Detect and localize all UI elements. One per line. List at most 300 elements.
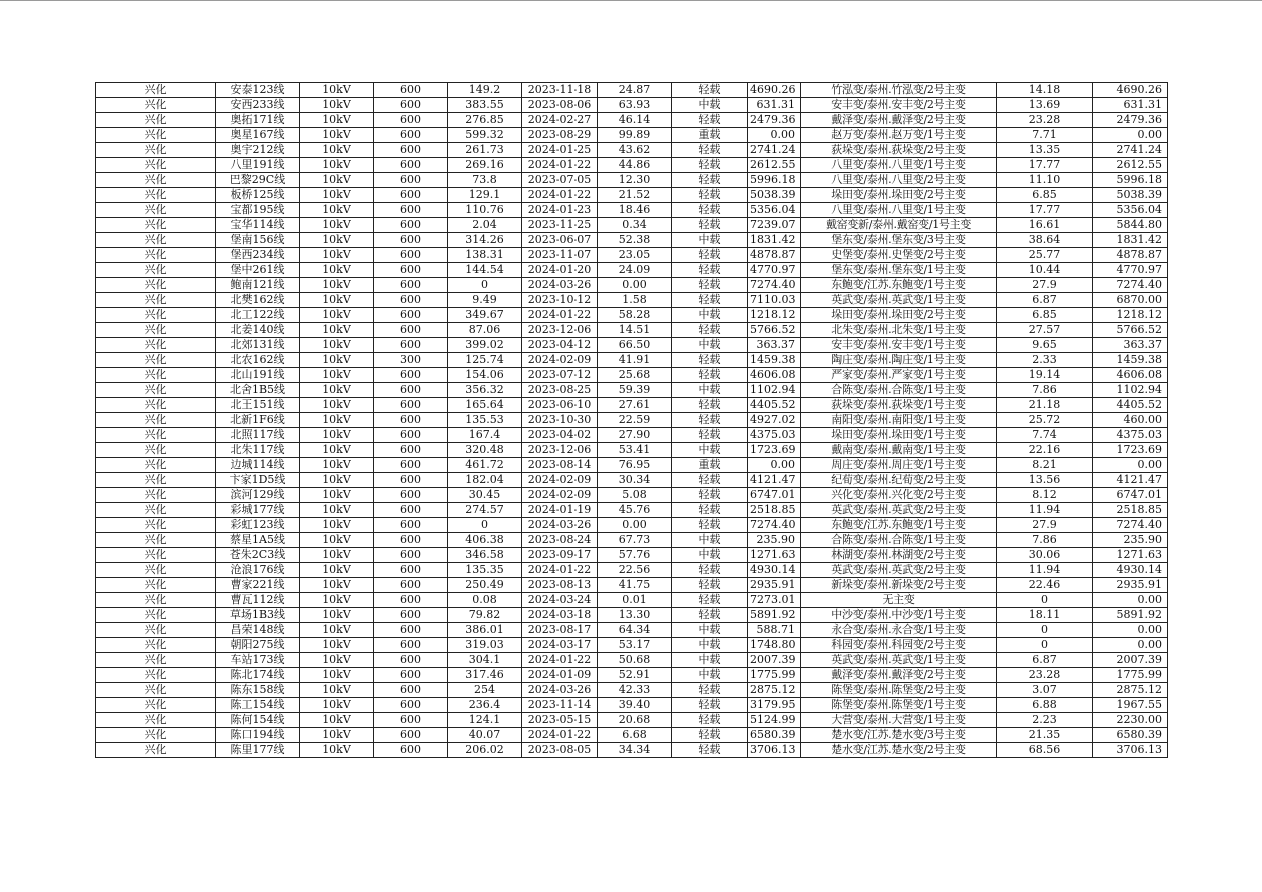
line-name-cell: 北照117线 xyxy=(216,428,300,443)
capacity-cell: 600 xyxy=(374,188,448,203)
line-name-cell: 北工122线 xyxy=(216,308,300,323)
transformer-load-cell: 22.46 xyxy=(997,578,1093,593)
transformer-load-cell: 6.85 xyxy=(997,188,1093,203)
load-rate-cell: 27.90 xyxy=(598,428,672,443)
load-status-cell: 轻载 xyxy=(672,503,748,518)
capacity-cell: 600 xyxy=(374,308,448,323)
table-row xyxy=(96,683,1168,698)
date-cell: 2024-03-26 xyxy=(522,683,598,698)
load-status-cell: 中载 xyxy=(672,623,748,638)
load-status-cell: 轻载 xyxy=(672,593,748,608)
line-name-cell: 板桥125线 xyxy=(216,188,300,203)
capacity-cell: 600 xyxy=(374,173,448,188)
load-status-cell: 轻载 xyxy=(672,353,748,368)
load-cell: 30.45 xyxy=(448,488,522,503)
load-rate-cell: 12.30 xyxy=(598,173,672,188)
capacity-cell: 600 xyxy=(374,413,448,428)
load-cell: 135.35 xyxy=(448,563,522,578)
load-status-cell: 轻载 xyxy=(672,473,748,488)
load-rate-cell: 25.68 xyxy=(598,368,672,383)
load-status-cell: 轻载 xyxy=(672,293,748,308)
line-name-cell: 陈东158线 xyxy=(216,683,300,698)
transformer-cell: 南阳变/泰州.南阳变/1号主变 xyxy=(801,413,997,428)
load-status-cell: 轻载 xyxy=(672,578,748,593)
open-capacity-cell: 4878.87 xyxy=(1093,248,1168,263)
open-capacity-cell: 631.31 xyxy=(1093,98,1168,113)
load-cell: 346.58 xyxy=(448,548,522,563)
transformer-load-cell: 2.33 xyxy=(997,353,1093,368)
load-status-cell: 轻载 xyxy=(672,218,748,233)
date-cell: 2024-02-09 xyxy=(522,473,598,488)
load-rate-cell: 50.68 xyxy=(598,653,672,668)
region-cell: 兴化 xyxy=(96,263,216,278)
region-cell: 兴化 xyxy=(96,458,216,473)
line-name-cell: 曹家221线 xyxy=(216,578,300,593)
available-capacity-cell: 4927.02 xyxy=(748,413,801,428)
transformer-load-cell: 8.21 xyxy=(997,458,1093,473)
load-status-cell: 轻载 xyxy=(672,278,748,293)
load-rate-cell: 23.05 xyxy=(598,248,672,263)
load-rate-cell: 58.28 xyxy=(598,308,672,323)
region-cell: 兴化 xyxy=(96,83,216,98)
table-row xyxy=(96,728,1168,743)
load-rate-cell: 52.38 xyxy=(598,233,672,248)
capacity-cell: 600 xyxy=(374,563,448,578)
available-capacity-cell: 7273.01 xyxy=(748,593,801,608)
transformer-cell: 戴南变/泰州.戴南变/1号主变 xyxy=(801,443,997,458)
region-cell: 兴化 xyxy=(96,323,216,338)
voltage-cell: 10kV xyxy=(300,653,374,668)
voltage-cell: 10kV xyxy=(300,428,374,443)
load-status-cell: 轻载 xyxy=(672,518,748,533)
date-cell: 2024-02-09 xyxy=(522,488,598,503)
voltage-cell: 10kV xyxy=(300,278,374,293)
load-status-cell: 轻载 xyxy=(672,113,748,128)
transformer-cell: 英武变/泰州.英武变/2号主变 xyxy=(801,503,997,518)
capacity-cell: 600 xyxy=(374,653,448,668)
line-name-cell: 北农162线 xyxy=(216,353,300,368)
load-status-cell: 中载 xyxy=(672,233,748,248)
available-capacity-cell: 2741.24 xyxy=(748,143,801,158)
load-rate-cell: 44.86 xyxy=(598,158,672,173)
available-capacity-cell: 5891.92 xyxy=(748,608,801,623)
table-row xyxy=(96,248,1168,263)
region-cell: 兴化 xyxy=(96,353,216,368)
date-cell: 2023-08-25 xyxy=(522,383,598,398)
load-cell: 236.4 xyxy=(448,698,522,713)
open-capacity-cell: 5356.04 xyxy=(1093,203,1168,218)
load-cell: 9.49 xyxy=(448,293,522,308)
transformer-cell: 英武变/泰州.英武变/2号主变 xyxy=(801,563,997,578)
region-cell: 兴化 xyxy=(96,593,216,608)
load-cell: 138.31 xyxy=(448,248,522,263)
load-status-cell: 轻载 xyxy=(672,368,748,383)
date-cell: 2023-08-17 xyxy=(522,623,598,638)
region-cell: 兴化 xyxy=(96,398,216,413)
open-capacity-cell: 1218.12 xyxy=(1093,308,1168,323)
transformer-cell: 垛田变/泰州.垛田变/1号主变 xyxy=(801,428,997,443)
load-cell: 129.1 xyxy=(448,188,522,203)
voltage-cell: 10kV xyxy=(300,413,374,428)
available-capacity-cell: 4878.87 xyxy=(748,248,801,263)
voltage-cell: 10kV xyxy=(300,443,374,458)
load-rate-cell: 53.41 xyxy=(598,443,672,458)
transformer-load-cell: 2.23 xyxy=(997,713,1093,728)
available-capacity-cell: 5356.04 xyxy=(748,203,801,218)
available-capacity-cell: 363.37 xyxy=(748,338,801,353)
load-status-cell: 轻载 xyxy=(672,743,748,758)
table-row xyxy=(96,473,1168,488)
open-capacity-cell: 7274.40 xyxy=(1093,278,1168,293)
transformer-cell: 垛田变/泰州.垛田变/2号主变 xyxy=(801,188,997,203)
line-name-cell: 蔡星1A5线 xyxy=(216,533,300,548)
date-cell: 2023-11-18 xyxy=(522,83,598,98)
date-cell: 2024-01-22 xyxy=(522,188,598,203)
voltage-cell: 10kV xyxy=(300,188,374,203)
date-cell: 2024-01-22 xyxy=(522,728,598,743)
capacity-cell: 600 xyxy=(374,473,448,488)
transformer-cell: 堡东变/泰州.堡东变/3号主变 xyxy=(801,233,997,248)
capacity-cell: 600 xyxy=(374,533,448,548)
load-status-cell: 中载 xyxy=(672,638,748,653)
voltage-cell: 10kV xyxy=(300,608,374,623)
open-capacity-cell: 2741.24 xyxy=(1093,143,1168,158)
line-name-cell: 车站173线 xyxy=(216,653,300,668)
load-rate-cell: 76.95 xyxy=(598,458,672,473)
transformer-cell: 楚水变/江苏.楚水变/2号主变 xyxy=(801,743,997,758)
voltage-cell: 10kV xyxy=(300,173,374,188)
region-cell: 兴化 xyxy=(96,533,216,548)
load-cell: 154.06 xyxy=(448,368,522,383)
capacity-cell: 600 xyxy=(374,623,448,638)
available-capacity-cell: 4121.47 xyxy=(748,473,801,488)
capacity-cell: 600 xyxy=(374,713,448,728)
line-name-cell: 陈北174线 xyxy=(216,668,300,683)
load-status-cell: 中载 xyxy=(672,668,748,683)
date-cell: 2023-10-12 xyxy=(522,293,598,308)
region-cell: 兴化 xyxy=(96,293,216,308)
transformer-load-cell: 14.18 xyxy=(997,83,1093,98)
load-cell: 149.2 xyxy=(448,83,522,98)
load-cell: 0 xyxy=(448,518,522,533)
line-name-cell: 北郊131线 xyxy=(216,338,300,353)
line-name-cell: 北新1F6线 xyxy=(216,413,300,428)
transformer-cell: 垛田变/泰州.垛田变/2号主变 xyxy=(801,308,997,323)
table-row xyxy=(96,188,1168,203)
date-cell: 2023-08-14 xyxy=(522,458,598,473)
load-cell: 320.48 xyxy=(448,443,522,458)
capacity-cell: 600 xyxy=(374,683,448,698)
load-status-cell: 轻载 xyxy=(672,683,748,698)
load-rate-cell: 20.68 xyxy=(598,713,672,728)
load-cell: 165.64 xyxy=(448,398,522,413)
voltage-cell: 10kV xyxy=(300,473,374,488)
load-cell: 73.8 xyxy=(448,173,522,188)
load-cell: 317.46 xyxy=(448,668,522,683)
capacity-cell: 600 xyxy=(374,608,448,623)
date-cell: 2023-11-14 xyxy=(522,698,598,713)
load-cell: 0 xyxy=(448,278,522,293)
region-cell: 兴化 xyxy=(96,338,216,353)
load-status-cell: 中载 xyxy=(672,548,748,563)
table-row xyxy=(96,743,1168,758)
load-cell: 599.32 xyxy=(448,128,522,143)
transformer-cell: 荻垛变/泰州.荻垛变/2号主变 xyxy=(801,143,997,158)
voltage-cell: 10kV xyxy=(300,263,374,278)
voltage-cell: 10kV xyxy=(300,98,374,113)
open-capacity-cell: 4121.47 xyxy=(1093,473,1168,488)
available-capacity-cell: 4930.14 xyxy=(748,563,801,578)
line-name-cell: 巴黎29C线 xyxy=(216,173,300,188)
load-rate-cell: 46.14 xyxy=(598,113,672,128)
table-row xyxy=(96,353,1168,368)
table-row xyxy=(96,278,1168,293)
load-status-cell: 中载 xyxy=(672,443,748,458)
line-name-cell: 宝都195线 xyxy=(216,203,300,218)
transformer-cell: 史堡变/泰州.史堡变/2号主变 xyxy=(801,248,997,263)
date-cell: 2023-07-12 xyxy=(522,368,598,383)
load-status-cell: 轻载 xyxy=(672,158,748,173)
capacity-cell: 600 xyxy=(374,323,448,338)
table-row xyxy=(96,368,1168,383)
open-capacity-cell: 1723.69 xyxy=(1093,443,1168,458)
open-capacity-cell: 1271.63 xyxy=(1093,548,1168,563)
date-cell: 2023-06-10 xyxy=(522,398,598,413)
line-name-cell: 曹瓦112线 xyxy=(216,593,300,608)
transformer-cell: 东鲍变/江苏.东鲍变/1号主变 xyxy=(801,518,997,533)
date-cell: 2024-01-09 xyxy=(522,668,598,683)
capacity-cell: 600 xyxy=(374,83,448,98)
line-name-cell: 北舍1B5线 xyxy=(216,383,300,398)
date-cell: 2024-02-09 xyxy=(522,353,598,368)
available-capacity-cell: 0.00 xyxy=(748,128,801,143)
load-status-cell: 轻载 xyxy=(672,203,748,218)
voltage-cell: 10kV xyxy=(300,383,374,398)
transformer-cell: 大营变/泰州.大营变/1号主变 xyxy=(801,713,997,728)
transformer-load-cell: 21.18 xyxy=(997,398,1093,413)
capacity-cell: 600 xyxy=(374,593,448,608)
load-cell: 261.73 xyxy=(448,143,522,158)
voltage-cell: 10kV xyxy=(300,518,374,533)
line-name-cell: 彩城177线 xyxy=(216,503,300,518)
voltage-cell: 10kV xyxy=(300,593,374,608)
capacity-cell: 600 xyxy=(374,203,448,218)
load-cell: 356.32 xyxy=(448,383,522,398)
load-rate-cell: 0.34 xyxy=(598,218,672,233)
capacity-cell: 600 xyxy=(374,548,448,563)
transformer-load-cell: 11.94 xyxy=(997,503,1093,518)
table-row xyxy=(96,428,1168,443)
open-capacity-cell: 5844.80 xyxy=(1093,218,1168,233)
voltage-cell: 10kV xyxy=(300,728,374,743)
open-capacity-cell: 2875.12 xyxy=(1093,683,1168,698)
date-cell: 2024-03-26 xyxy=(522,518,598,533)
table-row xyxy=(96,113,1168,128)
line-name-cell: 鲍南121线 xyxy=(216,278,300,293)
load-rate-cell: 64.34 xyxy=(598,623,672,638)
transformer-load-cell: 68.56 xyxy=(997,743,1093,758)
region-cell: 兴化 xyxy=(96,188,216,203)
load-status-cell: 轻载 xyxy=(672,83,748,98)
load-status-cell: 中载 xyxy=(672,308,748,323)
table-row xyxy=(96,503,1168,518)
table-row xyxy=(96,578,1168,593)
region-cell: 兴化 xyxy=(96,233,216,248)
transformer-load-cell: 7.71 xyxy=(997,128,1093,143)
table-row xyxy=(96,98,1168,113)
line-name-cell: 北樊162线 xyxy=(216,293,300,308)
transformer-cell: 无主变 xyxy=(801,593,997,608)
load-cell: 314.26 xyxy=(448,233,522,248)
available-capacity-cell: 5038.39 xyxy=(748,188,801,203)
line-name-cell: 北姜140线 xyxy=(216,323,300,338)
transformer-cell: 赵万变/泰州.赵万变/1号主变 xyxy=(801,128,997,143)
feeder-load-table xyxy=(95,82,1168,758)
load-rate-cell: 41.91 xyxy=(598,353,672,368)
open-capacity-cell: 235.90 xyxy=(1093,533,1168,548)
load-cell: 383.55 xyxy=(448,98,522,113)
transformer-load-cell: 0 xyxy=(997,623,1093,638)
transformer-cell: 竹泓变/泰州.竹泓变/2号主变 xyxy=(801,83,997,98)
date-cell: 2023-06-07 xyxy=(522,233,598,248)
line-name-cell: 八里191线 xyxy=(216,158,300,173)
line-name-cell: 朝阳275线 xyxy=(216,638,300,653)
table-row xyxy=(96,218,1168,233)
voltage-cell: 10kV xyxy=(300,308,374,323)
load-cell: 386.01 xyxy=(448,623,522,638)
load-status-cell: 轻载 xyxy=(672,248,748,263)
transformer-cell: 英武变/泰州.英武变/1号主变 xyxy=(801,653,997,668)
line-name-cell: 陈口194线 xyxy=(216,728,300,743)
date-cell: 2023-08-06 xyxy=(522,98,598,113)
open-capacity-cell: 5996.18 xyxy=(1093,173,1168,188)
line-name-cell: 卞家1D5线 xyxy=(216,473,300,488)
load-cell: 182.04 xyxy=(448,473,522,488)
voltage-cell: 10kV xyxy=(300,233,374,248)
load-rate-cell: 67.73 xyxy=(598,533,672,548)
region-cell: 兴化 xyxy=(96,713,216,728)
table-row xyxy=(96,128,1168,143)
date-cell: 2023-08-29 xyxy=(522,128,598,143)
available-capacity-cell: 7239.07 xyxy=(748,218,801,233)
transformer-load-cell: 22.16 xyxy=(997,443,1093,458)
load-status-cell: 轻载 xyxy=(672,608,748,623)
transformer-cell: 兴化变/泰州.兴化变/2号主变 xyxy=(801,488,997,503)
load-rate-cell: 99.89 xyxy=(598,128,672,143)
voltage-cell: 10kV xyxy=(300,218,374,233)
voltage-cell: 10kV xyxy=(300,488,374,503)
line-name-cell: 堡中261线 xyxy=(216,263,300,278)
date-cell: 2023-11-07 xyxy=(522,248,598,263)
available-capacity-cell: 2612.55 xyxy=(748,158,801,173)
voltage-cell: 10kV xyxy=(300,353,374,368)
date-cell: 2023-08-05 xyxy=(522,743,598,758)
transformer-load-cell: 25.77 xyxy=(997,248,1093,263)
available-capacity-cell: 4770.97 xyxy=(748,263,801,278)
load-status-cell: 轻载 xyxy=(672,143,748,158)
table-row xyxy=(96,458,1168,473)
load-rate-cell: 57.76 xyxy=(598,548,672,563)
load-cell: 79.82 xyxy=(448,608,522,623)
capacity-cell: 600 xyxy=(374,488,448,503)
voltage-cell: 10kV xyxy=(300,533,374,548)
load-status-cell: 轻载 xyxy=(672,563,748,578)
date-cell: 2024-03-18 xyxy=(522,608,598,623)
load-status-cell: 轻载 xyxy=(672,323,748,338)
available-capacity-cell: 2875.12 xyxy=(748,683,801,698)
open-capacity-cell: 7274.40 xyxy=(1093,518,1168,533)
transformer-cell: 陈堡变/泰州.陈堡变/2号主变 xyxy=(801,683,997,698)
voltage-cell: 10kV xyxy=(300,743,374,758)
available-capacity-cell: 5124.99 xyxy=(748,713,801,728)
transformer-cell: 八里变/泰州.八里变/2号主变 xyxy=(801,173,997,188)
date-cell: 2024-01-22 xyxy=(522,563,598,578)
transformer-cell: 戴泽变/泰州.戴泽变/2号主变 xyxy=(801,113,997,128)
available-capacity-cell: 2935.91 xyxy=(748,578,801,593)
load-cell: 40.07 xyxy=(448,728,522,743)
available-capacity-cell: 1831.42 xyxy=(748,233,801,248)
available-capacity-cell: 4690.26 xyxy=(748,83,801,98)
voltage-cell: 10kV xyxy=(300,638,374,653)
available-capacity-cell: 588.71 xyxy=(748,623,801,638)
transformer-cell: 北朱变/泰州.北朱变/1号主变 xyxy=(801,323,997,338)
date-cell: 2023-12-06 xyxy=(522,323,598,338)
load-rate-cell: 63.93 xyxy=(598,98,672,113)
load-rate-cell: 0.00 xyxy=(598,278,672,293)
load-status-cell: 轻载 xyxy=(672,428,748,443)
region-cell: 兴化 xyxy=(96,608,216,623)
voltage-cell: 10kV xyxy=(300,548,374,563)
transformer-load-cell: 7.86 xyxy=(997,383,1093,398)
available-capacity-cell: 1748.80 xyxy=(748,638,801,653)
region-cell: 兴化 xyxy=(96,368,216,383)
load-rate-cell: 53.17 xyxy=(598,638,672,653)
transformer-load-cell: 6.87 xyxy=(997,653,1093,668)
capacity-cell: 600 xyxy=(374,128,448,143)
region-cell: 兴化 xyxy=(96,143,216,158)
table-row xyxy=(96,653,1168,668)
transformer-load-cell: 13.56 xyxy=(997,473,1093,488)
load-rate-cell: 6.68 xyxy=(598,728,672,743)
transformer-cell: 楚水变/江苏.楚水变/3号主变 xyxy=(801,728,997,743)
transformer-load-cell: 23.28 xyxy=(997,113,1093,128)
capacity-cell: 600 xyxy=(374,98,448,113)
table-row xyxy=(96,308,1168,323)
line-name-cell: 草场1B3线 xyxy=(216,608,300,623)
load-cell: 461.72 xyxy=(448,458,522,473)
load-cell: 269.16 xyxy=(448,158,522,173)
capacity-cell: 600 xyxy=(374,248,448,263)
load-rate-cell: 39.40 xyxy=(598,698,672,713)
transformer-load-cell: 27.57 xyxy=(997,323,1093,338)
transformer-load-cell: 11.94 xyxy=(997,563,1093,578)
region-cell: 兴化 xyxy=(96,563,216,578)
capacity-cell: 600 xyxy=(374,398,448,413)
transformer-cell: 戴窑变新/泰州.戴窑变/1号主变 xyxy=(801,218,997,233)
date-cell: 2024-01-22 xyxy=(522,158,598,173)
region-cell: 兴化 xyxy=(96,308,216,323)
available-capacity-cell: 5996.18 xyxy=(748,173,801,188)
load-status-cell: 重载 xyxy=(672,458,748,473)
load-rate-cell: 52.91 xyxy=(598,668,672,683)
load-rate-cell: 22.56 xyxy=(598,563,672,578)
date-cell: 2024-03-17 xyxy=(522,638,598,653)
date-cell: 2023-04-12 xyxy=(522,338,598,353)
capacity-cell: 600 xyxy=(374,143,448,158)
load-status-cell: 轻载 xyxy=(672,413,748,428)
transformer-load-cell: 8.12 xyxy=(997,488,1093,503)
load-rate-cell: 24.87 xyxy=(598,83,672,98)
